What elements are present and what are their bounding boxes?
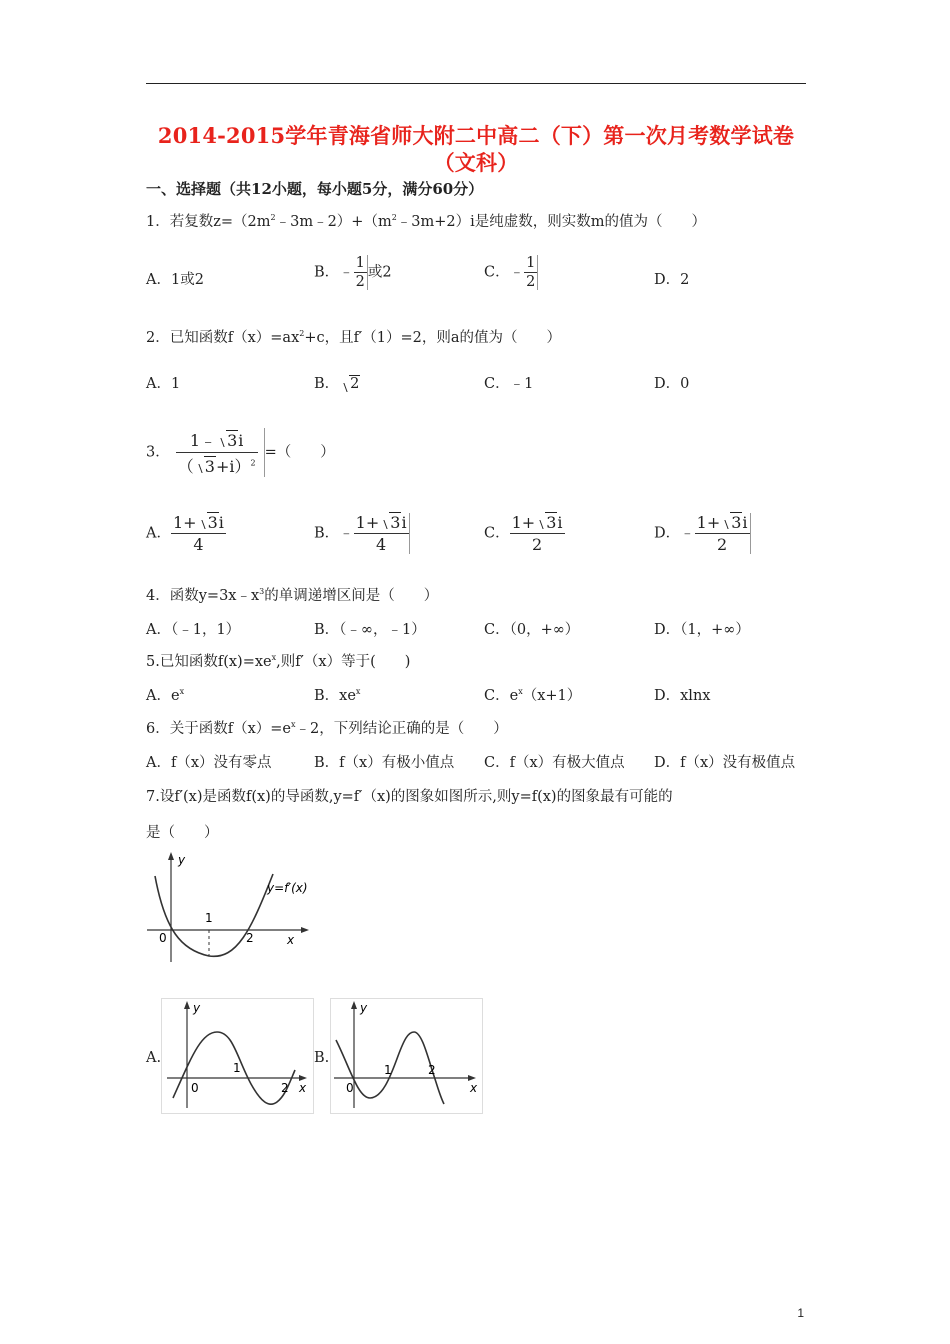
sqrt	[339, 376, 360, 392]
q4-option-b[interactable]: B．（﹣∞，﹣1）	[314, 622, 426, 638]
q5-sup: x	[271, 653, 277, 663]
option-label: D．	[654, 525, 681, 542]
text: 1+	[511, 513, 536, 532]
option-text: C．e	[484, 688, 519, 704]
q2-sup: 2	[299, 329, 305, 339]
q5-stem-part: 5.已知函数f(x)=xe	[146, 654, 272, 670]
q3-option-d[interactable]	[654, 513, 751, 554]
q6-option-c[interactable]: C．f（x）有极大值点	[484, 755, 625, 771]
exam-title: 2014-2015学年青海省师大附二中高二（下）第一次月考数学试卷（文科）	[157, 123, 795, 175]
radicand: 3	[731, 513, 742, 532]
q4-option-a[interactable]: A．（﹣1，1）	[146, 622, 241, 638]
q1-sup: 2	[391, 213, 397, 223]
fraction	[510, 513, 565, 554]
numerator: 1	[526, 255, 536, 271]
tick-label-1: 1	[384, 1063, 392, 1077]
header-rule	[146, 83, 806, 84]
q4-option-d[interactable]: D．（1，+∞）	[654, 622, 750, 638]
q2-option-a[interactable]: A．1	[146, 376, 181, 392]
numerator	[354, 513, 409, 533]
q5-option-c[interactable]	[484, 684, 581, 705]
q3-tail: =（ ）	[264, 444, 335, 461]
origin-label: 0	[159, 931, 167, 945]
q5-option-b[interactable]	[314, 684, 360, 705]
origin-label: 0	[191, 1081, 199, 1095]
exponent: 2	[250, 458, 256, 468]
y-axis-arrow	[168, 852, 174, 860]
q5-option-d[interactable]: D．xlnx	[654, 688, 711, 704]
text: 1+	[696, 513, 721, 532]
curve	[155, 874, 273, 956]
option-text: A．e	[146, 688, 180, 704]
q1-option-b[interactable]	[314, 255, 392, 290]
y-label: y	[178, 853, 186, 867]
exponent: x	[355, 687, 361, 697]
q5-stem-part: ,则f′（x）等于( )	[276, 654, 411, 670]
q7-option-a-graph[interactable]	[161, 998, 314, 1114]
fraction	[524, 255, 538, 290]
fraction	[695, 513, 751, 554]
q1-option-c[interactable]	[484, 255, 538, 290]
x-axis-arrow	[301, 927, 309, 933]
q2-option-c[interactable]: C．﹣1	[484, 376, 534, 392]
y-axis-arrow	[184, 1001, 190, 1009]
q2-option-b[interactable]	[314, 372, 360, 393]
q4-sup: 3	[259, 587, 265, 597]
y-label: y	[193, 1001, 201, 1015]
q1-sup: 2	[270, 213, 276, 223]
q1-option-a[interactable]: A．1或2	[146, 272, 204, 288]
option-text: （x+1）	[522, 688, 582, 704]
text: +i）	[215, 457, 251, 476]
numerator: 1	[355, 255, 365, 271]
question-5	[146, 650, 410, 671]
minus-sign: ﹣	[339, 525, 354, 542]
graph-frame	[331, 999, 483, 1114]
numerator	[695, 513, 750, 533]
radicand: 3	[227, 431, 238, 450]
text: i	[557, 513, 563, 532]
curve-label: y=f′(x)	[267, 881, 308, 895]
minus-sign: ﹣	[680, 525, 695, 542]
q2-b-prefix: B．	[314, 376, 340, 392]
denominator: 2	[510, 533, 565, 554]
q1-b-prefix: B．﹣	[314, 264, 354, 281]
q2-option-d[interactable]: D．0	[654, 376, 690, 392]
denominator: 4	[354, 533, 409, 554]
text: 1+	[355, 513, 380, 532]
tick-label-1: 1	[233, 1061, 241, 1075]
sqrt	[379, 513, 401, 532]
exponent: x	[518, 687, 523, 697]
denominator: 2	[695, 533, 750, 554]
question-2	[146, 326, 561, 347]
q3-number: 3．	[146, 444, 170, 461]
section-heading: 一、选择题（共12小题，每小题5分，满分60分）	[146, 180, 484, 198]
q5-option-a[interactable]	[146, 684, 184, 705]
sqrt	[720, 513, 742, 532]
q6-stem-part: ﹣2，下列结论正确的是（ ）	[295, 721, 508, 737]
radicand: 3	[546, 513, 557, 532]
text: i	[742, 513, 748, 532]
sqrt	[216, 431, 238, 450]
option-label: B．	[314, 525, 340, 542]
tick-label-1: 1	[205, 911, 213, 925]
fraction	[354, 513, 410, 554]
question-7: 7.设f′(x)是函数f(x)的导函数,y=f′（x)的图象如图所示,则y=f(x)的图象最有可能的	[146, 789, 673, 805]
tick-label-2: 2	[281, 1081, 289, 1095]
tick-label-2: 2	[428, 1063, 436, 1077]
text: （	[177, 457, 194, 476]
denominator: 2	[526, 274, 536, 290]
q1-stem-part: 1．若复数z=（2m	[146, 214, 271, 230]
text: i	[238, 431, 244, 450]
derivative-graph	[143, 850, 318, 966]
denominator: 2	[355, 274, 365, 290]
exponent: x	[179, 687, 185, 697]
sqrt	[535, 513, 557, 532]
numerator	[171, 513, 226, 533]
text: i	[218, 513, 224, 532]
origin-label: 0	[346, 1081, 354, 1095]
q6-stem-part: 6．关于函数f（x）=e	[146, 721, 291, 737]
q1-option-d[interactable]: D．2	[654, 272, 690, 288]
q4-stem-part: 的单调递增区间是（ ）	[264, 588, 439, 604]
denominator: 4	[171, 533, 226, 554]
fraction	[171, 513, 226, 554]
fraction	[354, 255, 368, 290]
x-label: x	[470, 1081, 478, 1095]
denominator	[176, 452, 258, 477]
y-axis-arrow	[351, 1001, 357, 1009]
tick-label-2: 2	[246, 931, 254, 945]
q4-option-c[interactable]: C．（0，+∞）	[484, 622, 580, 638]
q1-b-suffix: 或2	[367, 264, 392, 281]
q1-stem-part: ﹣3m﹣2）+（m	[275, 214, 392, 230]
option-label: A．	[146, 525, 171, 542]
option-text: B．xe	[314, 688, 356, 704]
q2-stem-part: 2．已知函数f（x）=ax	[146, 330, 300, 346]
y-label: y	[360, 1001, 368, 1015]
numerator	[510, 513, 565, 533]
radicand: 2	[350, 376, 360, 392]
radicand: 3	[390, 513, 401, 532]
q3-option-a[interactable]	[146, 513, 226, 554]
text: 1﹣	[189, 431, 217, 450]
q6-sup: x	[291, 720, 296, 730]
sqrt	[194, 457, 216, 476]
q3-option-b[interactable]	[314, 513, 410, 554]
q1-stem-part: ﹣3m+2）i是纯虚数，则实数m的值为（ ）	[396, 214, 707, 230]
q7-option-b-graph[interactable]	[330, 998, 483, 1114]
q6-option-b[interactable]: B．f（x）有极小值点	[314, 755, 455, 771]
radicand: 3	[204, 457, 215, 476]
text: 1+	[172, 513, 197, 532]
text: i	[401, 513, 407, 532]
question-1	[146, 210, 706, 231]
q3-option-c[interactable]	[484, 513, 565, 554]
question-4	[146, 584, 438, 605]
q4-stem-part: 4．函数y=3x﹣x	[146, 588, 260, 604]
x-label: x	[299, 1081, 307, 1095]
q2-stem-part: +c，且f′（1）=2，则a的值为（ ）	[304, 330, 562, 346]
x-label: x	[287, 933, 295, 947]
page-number: 1	[797, 1306, 804, 1320]
sqrt	[197, 513, 219, 532]
q1-c-prefix: C．﹣	[484, 264, 525, 281]
question-3	[146, 428, 335, 477]
option-label: C．	[484, 525, 510, 542]
question-7-cont: 是（ ）	[146, 825, 219, 841]
question-6	[146, 717, 508, 738]
q6-option-a[interactable]: A．f（x）没有零点	[146, 755, 272, 771]
radicand: 3	[207, 513, 218, 532]
q6-option-d[interactable]: D．f（x）没有极值点	[654, 755, 796, 771]
q3-fraction	[170, 428, 265, 477]
numerator	[176, 428, 258, 452]
q7-option-a-label[interactable]: A.	[146, 1050, 162, 1066]
q7-option-b-label[interactable]: B.	[314, 1050, 330, 1066]
